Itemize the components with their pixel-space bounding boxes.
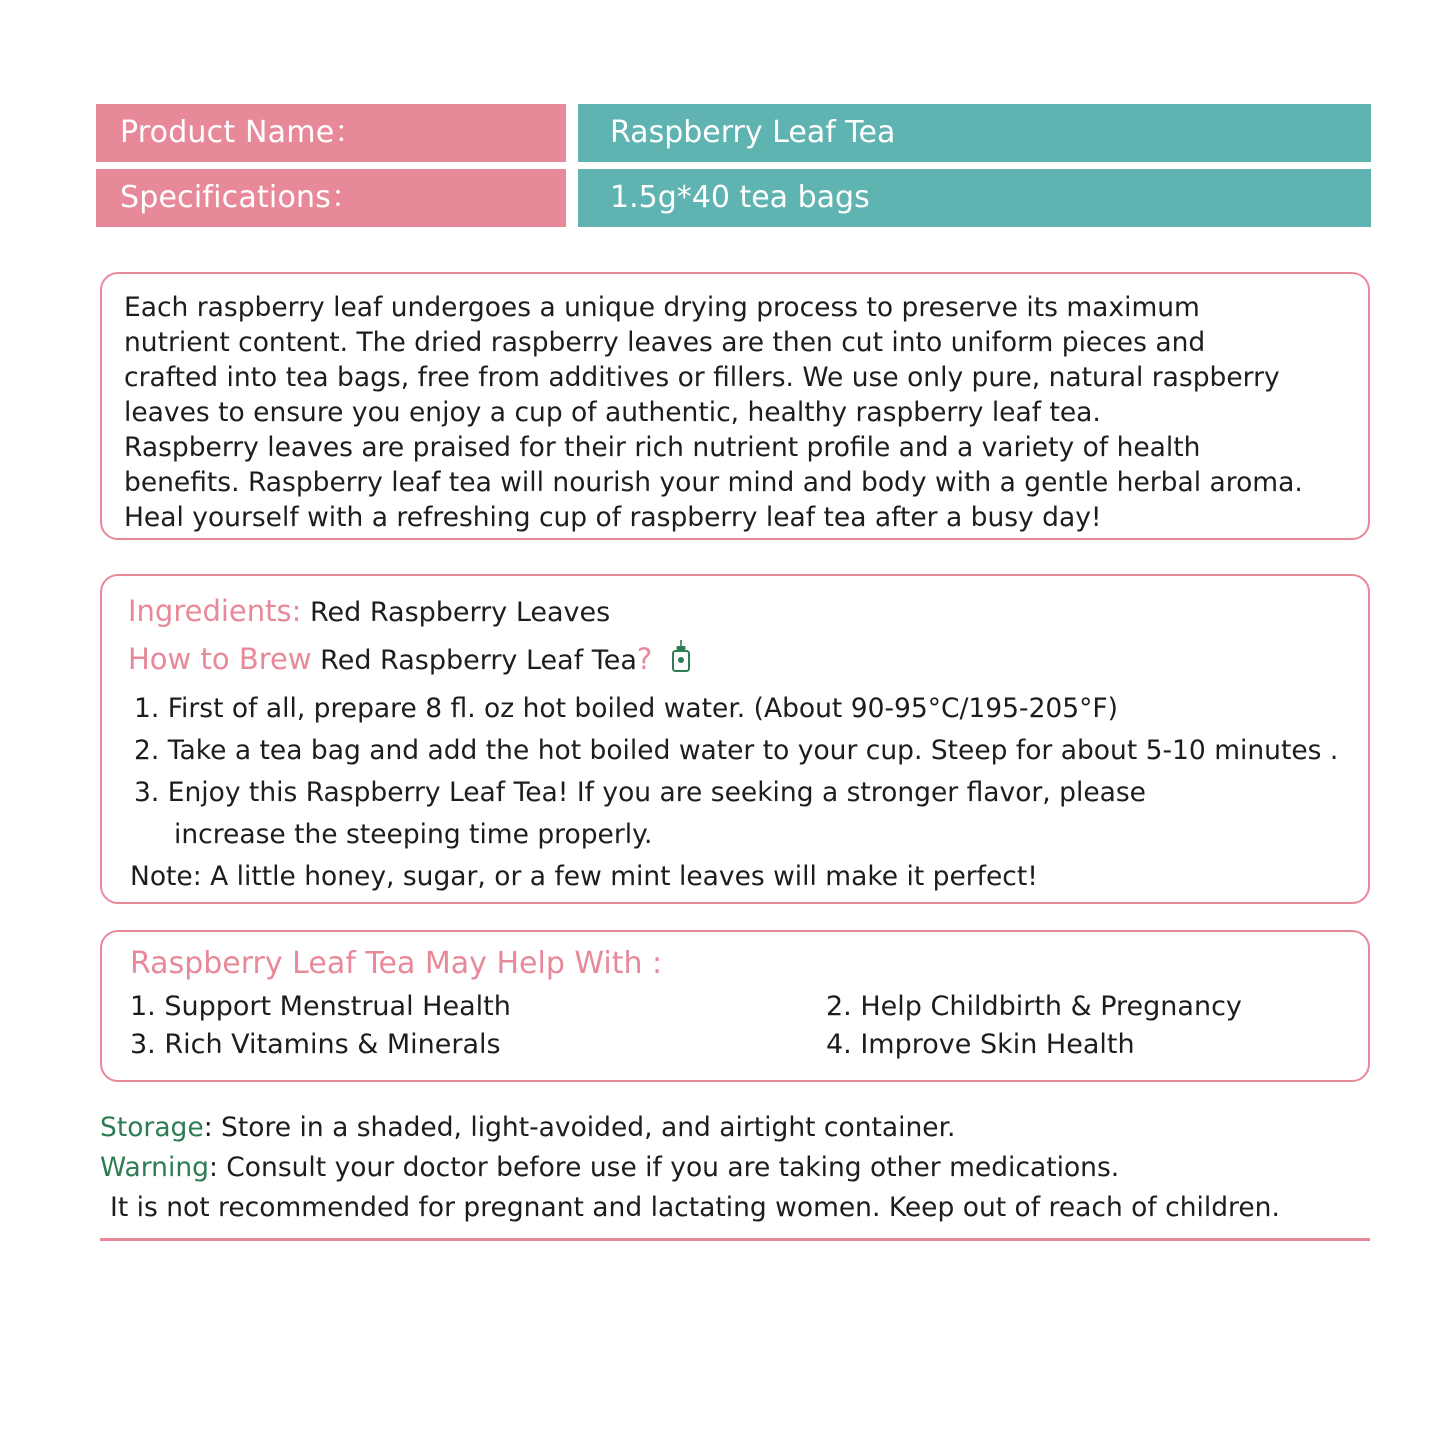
brew-step: 1. First of all, prepare 8 fl. oz hot boiled water. (About 90-95°C/195-205°F) (134, 693, 1118, 724)
description-line: Heal yourself with a refreshing cup of raspberry leaf tea after a busy day! (124, 502, 1102, 533)
description-line: leaves to ensure you enjoy a cup of authentic, healthy raspberry leaf tea. (124, 397, 1101, 428)
cell-divider (566, 169, 578, 227)
ingredients-line (128, 588, 1346, 636)
brew-step: 2. Take a tea bag and add the hot boiled water to your cup. Steep for about 5-10 minutes . (134, 735, 1339, 766)
brew-step: 3. Enjoy this Raspberry Leaf Tea! If you are seeking a stronger flavor, please (134, 777, 1146, 808)
benefits-box (100, 930, 1370, 1082)
footer-divider (100, 1238, 1370, 1241)
description-line: Each raspberry leaf undergoes a unique drying process to preserve its maximum (124, 292, 1200, 323)
description-line: Raspberry leaves are praised for their rich nutrient profile and a variety of health (124, 432, 1201, 463)
list-item: 3. Rich Vitamins & Minerals (130, 1029, 501, 1060)
brew-note: Note: A little honey, sugar, or a few mint leaves will make it perfect! (130, 861, 1038, 892)
how-to-brew-line (128, 636, 1346, 688)
brew-step-continued: increase the steeping time properly. (174, 819, 653, 850)
spec-table (96, 104, 1371, 234)
description-line: nutrient content. The dried raspberry leaves are then cut into uniform pieces and (124, 327, 1206, 358)
table-row (96, 104, 1371, 162)
ingredients-value: Red Raspberry Leaves (310, 597, 611, 628)
ingredients-label: Ingredients: (128, 594, 302, 628)
benefits-list (130, 988, 1346, 1064)
footer-notes (100, 1108, 1370, 1228)
storage-line (100, 1108, 1370, 1148)
product-name-value: Raspberry Leaf Tea (578, 104, 1371, 162)
description-line: benefits. Raspberry leaf tea will nourish your mind and body with a gentle herbal aroma. (124, 467, 1303, 498)
list-item: 4. Improve Skin Health (826, 1029, 1135, 1060)
storage-text: : Store in a shaded, light-avoided, and airtight container. (203, 1112, 956, 1143)
list-item: 2. Help Childbirth & Pregnancy (826, 991, 1242, 1022)
question-mark: ? (636, 642, 653, 676)
table-row (96, 169, 1371, 227)
warning-line-continued: It is not recommended for pregnant and lactating women. Keep out of reach of children. (110, 1192, 1280, 1223)
cell-divider (566, 104, 578, 162)
warning-text: : Consult your doctor before use if you are taking other medications. (208, 1152, 1120, 1183)
warning-line (100, 1148, 1370, 1188)
tea-bag-icon (669, 639, 693, 688)
benefits-title (130, 942, 1346, 986)
description-box (100, 272, 1370, 540)
product-name-label: Product Name： (96, 104, 566, 162)
warning-label: Warning (100, 1152, 209, 1183)
specifications-value: 1.5g*40 tea bags (578, 169, 1371, 227)
specifications-label: Specifications： (96, 169, 566, 227)
brewing-instructions-box (100, 574, 1370, 904)
benefits-title-primary: Raspberry Leaf (130, 946, 366, 981)
how-to-brew-label: How to Brew (128, 642, 312, 676)
how-to-brew-value: Red Raspberry Leaf Tea (320, 645, 637, 676)
storage-label: Storage (100, 1112, 204, 1143)
benefits-title-secondary: Tea May Help With : (365, 946, 663, 981)
description-line: crafted into tea bags, free from additives or fillers. We use only pure, natural raspberry (124, 362, 1280, 393)
list-item: 1. Support Menstrual Health (130, 991, 511, 1022)
